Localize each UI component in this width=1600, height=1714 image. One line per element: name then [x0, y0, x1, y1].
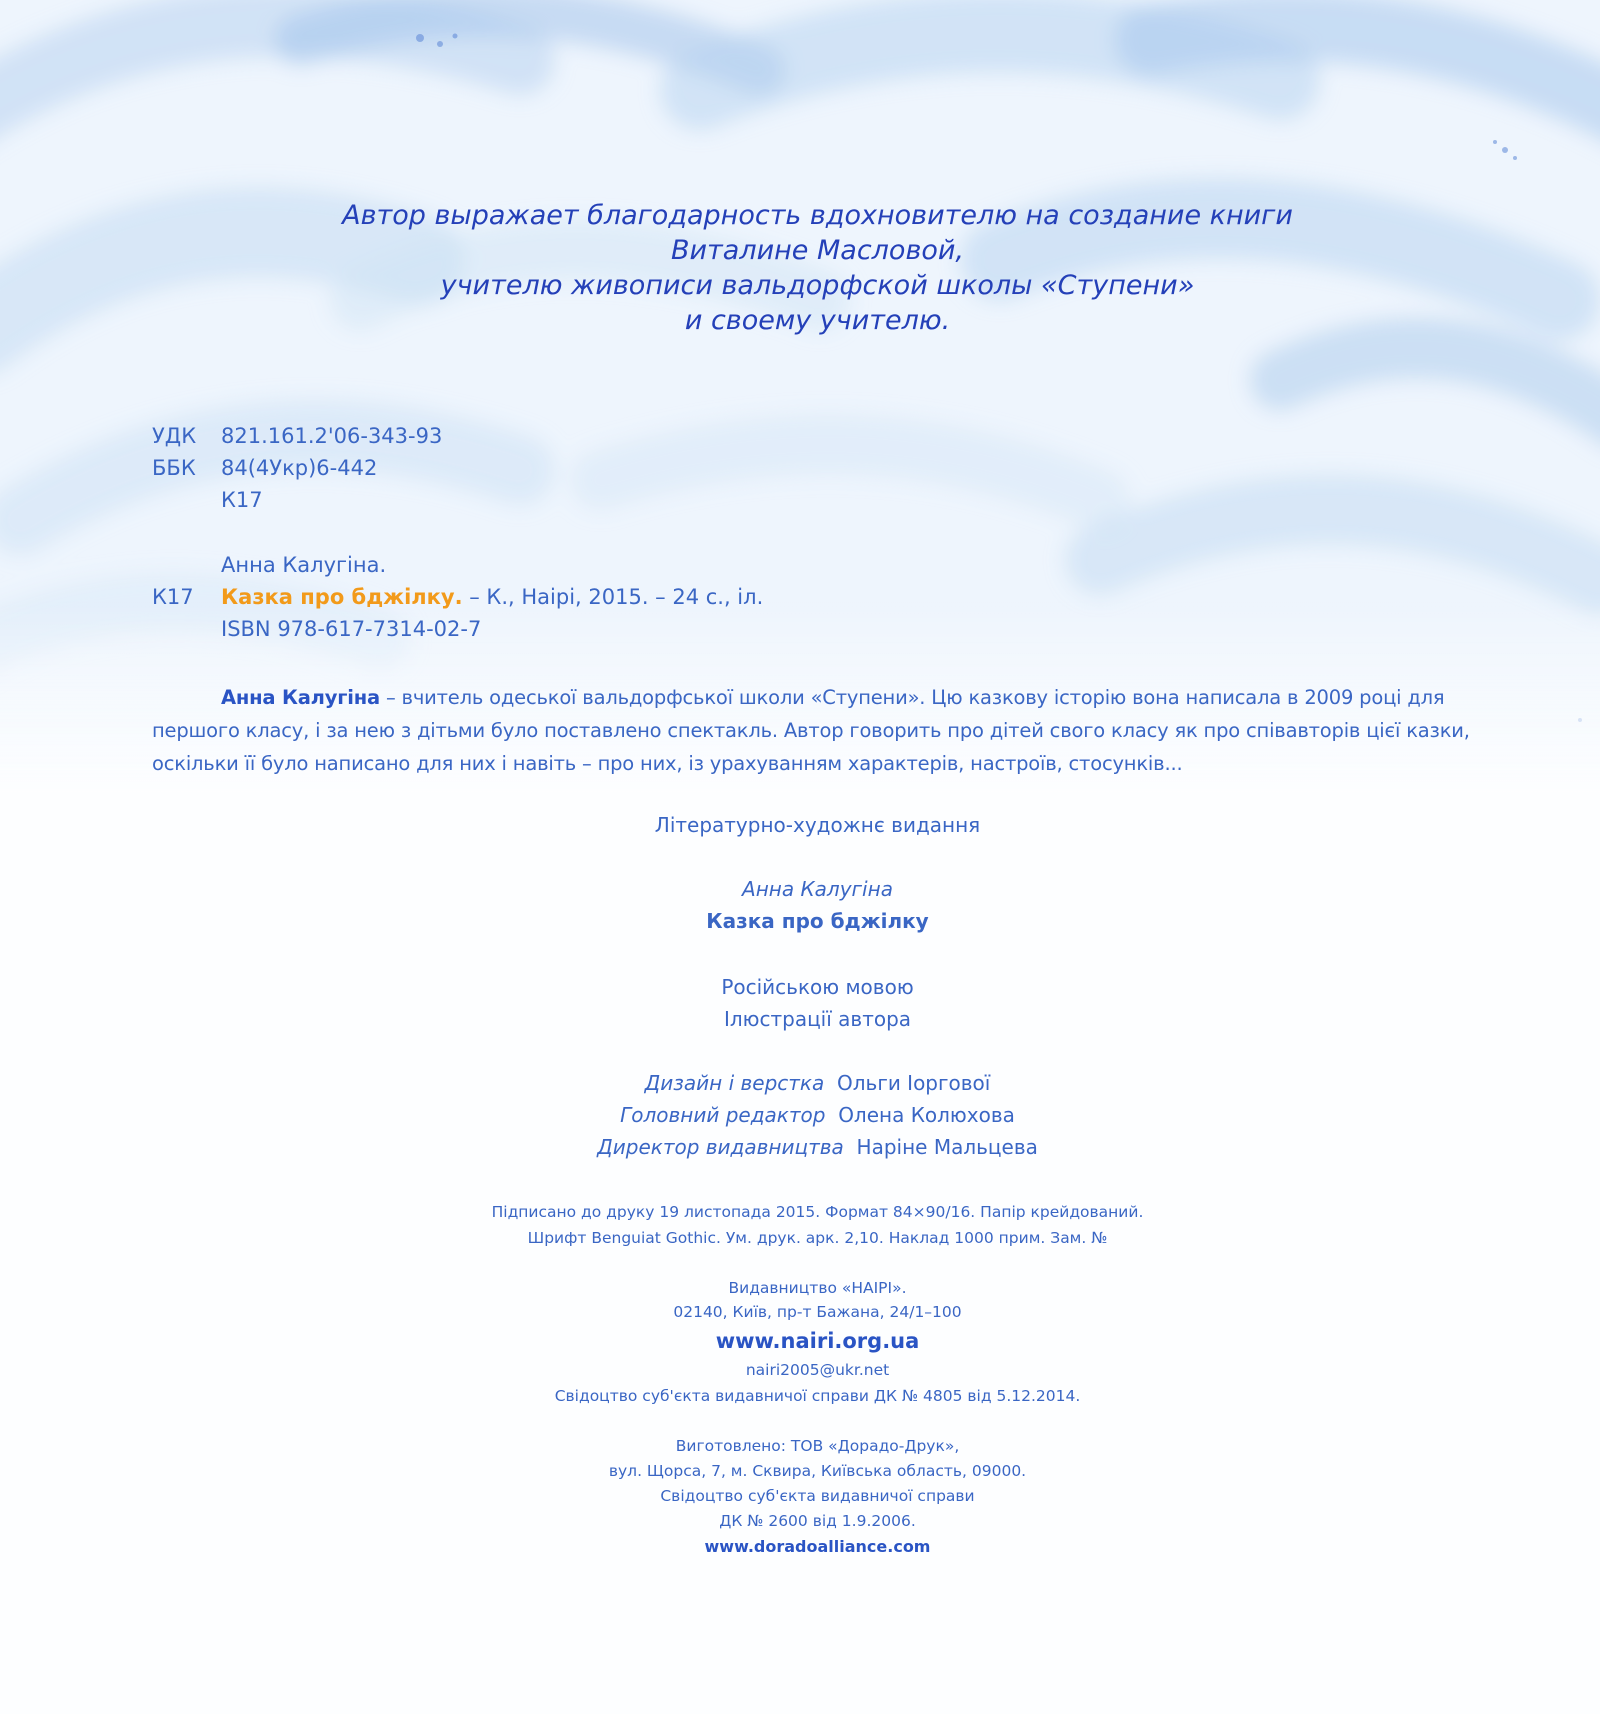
publisher-certificate: Свідоцтво суб'єкта видавничої справи ДК № 4805 від 5.12.2014.: [554, 1387, 1081, 1405]
catalog-code: К17: [221, 488, 263, 512]
annotation-author-name: Анна Калугіна: [221, 686, 380, 709]
publisher-email[interactable]: nairi2005@ukr.net: [745, 1361, 890, 1379]
credit-name: Олена Колюхова: [838, 1103, 1015, 1127]
edition-genre: Літературно-художнє видання: [654, 813, 981, 837]
credit-editor: [0, 1103, 1600, 1127]
edition-illustrations: Ілюстрації автора: [723, 1007, 912, 1031]
credit-role: Дизайн і верстка: [644, 1071, 825, 1095]
publisher-website-link[interactable]: www.nairi.org.ua: [715, 1329, 920, 1353]
credit-role: Головний редактор: [620, 1103, 826, 1127]
catalog-author: Анна Калугіна.: [221, 553, 387, 577]
dedication-line: Виталине Масловой,: [670, 235, 965, 266]
bbk-value: 84(4Укр)6-442: [221, 456, 378, 480]
catalog-entry: [221, 585, 763, 609]
edition-author: Анна Калугіна: [742, 877, 893, 901]
credit-name: Наріне Мальцева: [856, 1135, 1038, 1159]
dedication: [200, 198, 1435, 338]
print-info-line: Шрифт Benguiat Gothic. Ум. друк. арк. 2,10. Наклад 1000 прим. Зам. №: [527, 1229, 1108, 1247]
catalog-details: – К., Наірі, 2015. – 24 с., іл.: [462, 585, 764, 609]
annotation-text: – вчитель одеської вальдорфської школи «Ступени». Цю казкову історію вона написала в 2009 році для першого класу, і за нею з дітьми було поставлено спектакль. Автор говорить про дітей свого класу як про співавторів цієї казки, оскільки її було написано для них і навіть – про них, із урахуванням характерів, настроїв, стосунків...: [152, 686, 1470, 775]
credit-role: Директор видавництва: [597, 1135, 844, 1159]
printer-website-link[interactable]: www.doradoalliance.com: [704, 1537, 931, 1556]
print-info-line: Підписано до друку 19 листопада 2015. Формат 84×90/16. Папір крейдований.: [491, 1203, 1144, 1221]
dedication-line: учителю живописи вальдорфской школы «Ступени»: [440, 270, 1195, 301]
edition-language: Російською мовою: [721, 975, 914, 999]
udk-label: УДК: [152, 424, 197, 448]
publisher-address: 02140, Київ, пр-т Бажана, 24/1–100: [673, 1303, 962, 1321]
catalog-isbn: ISBN 978-617-7314-02-7: [221, 617, 482, 641]
credit-name: Ольги Іоргової: [837, 1071, 991, 1095]
bbk-label: ББК: [152, 456, 196, 480]
author-annotation: [152, 681, 1487, 780]
udk-value: 821.161.2'06-343-93: [221, 424, 443, 448]
credit-design: [0, 1071, 1600, 1095]
dedication-line: и своему учителю.: [684, 305, 951, 336]
printer-line: вул. Щорса, 7, м. Сквира, Київська область, 09000.: [608, 1462, 1027, 1480]
dedication-line: Автор выражает благодарность вдохновителю на создание книги: [342, 200, 1293, 231]
printer-line: Виготовлено: ТОВ «Дорадо-Друк»,: [675, 1437, 960, 1455]
credit-director: [0, 1135, 1600, 1159]
publisher-name: Видавництво «НАІРІ».: [728, 1279, 907, 1297]
edition-title: Казка про бджілку: [706, 909, 929, 933]
printer-line: ДК № 2600 від 1.9.2006.: [719, 1512, 916, 1530]
printer-line: Свідоцтво суб'єкта видавничої справи: [660, 1487, 975, 1505]
catalog-title: Казка про бджілку.: [221, 585, 463, 609]
catalog-entry-code: К17: [152, 585, 194, 609]
